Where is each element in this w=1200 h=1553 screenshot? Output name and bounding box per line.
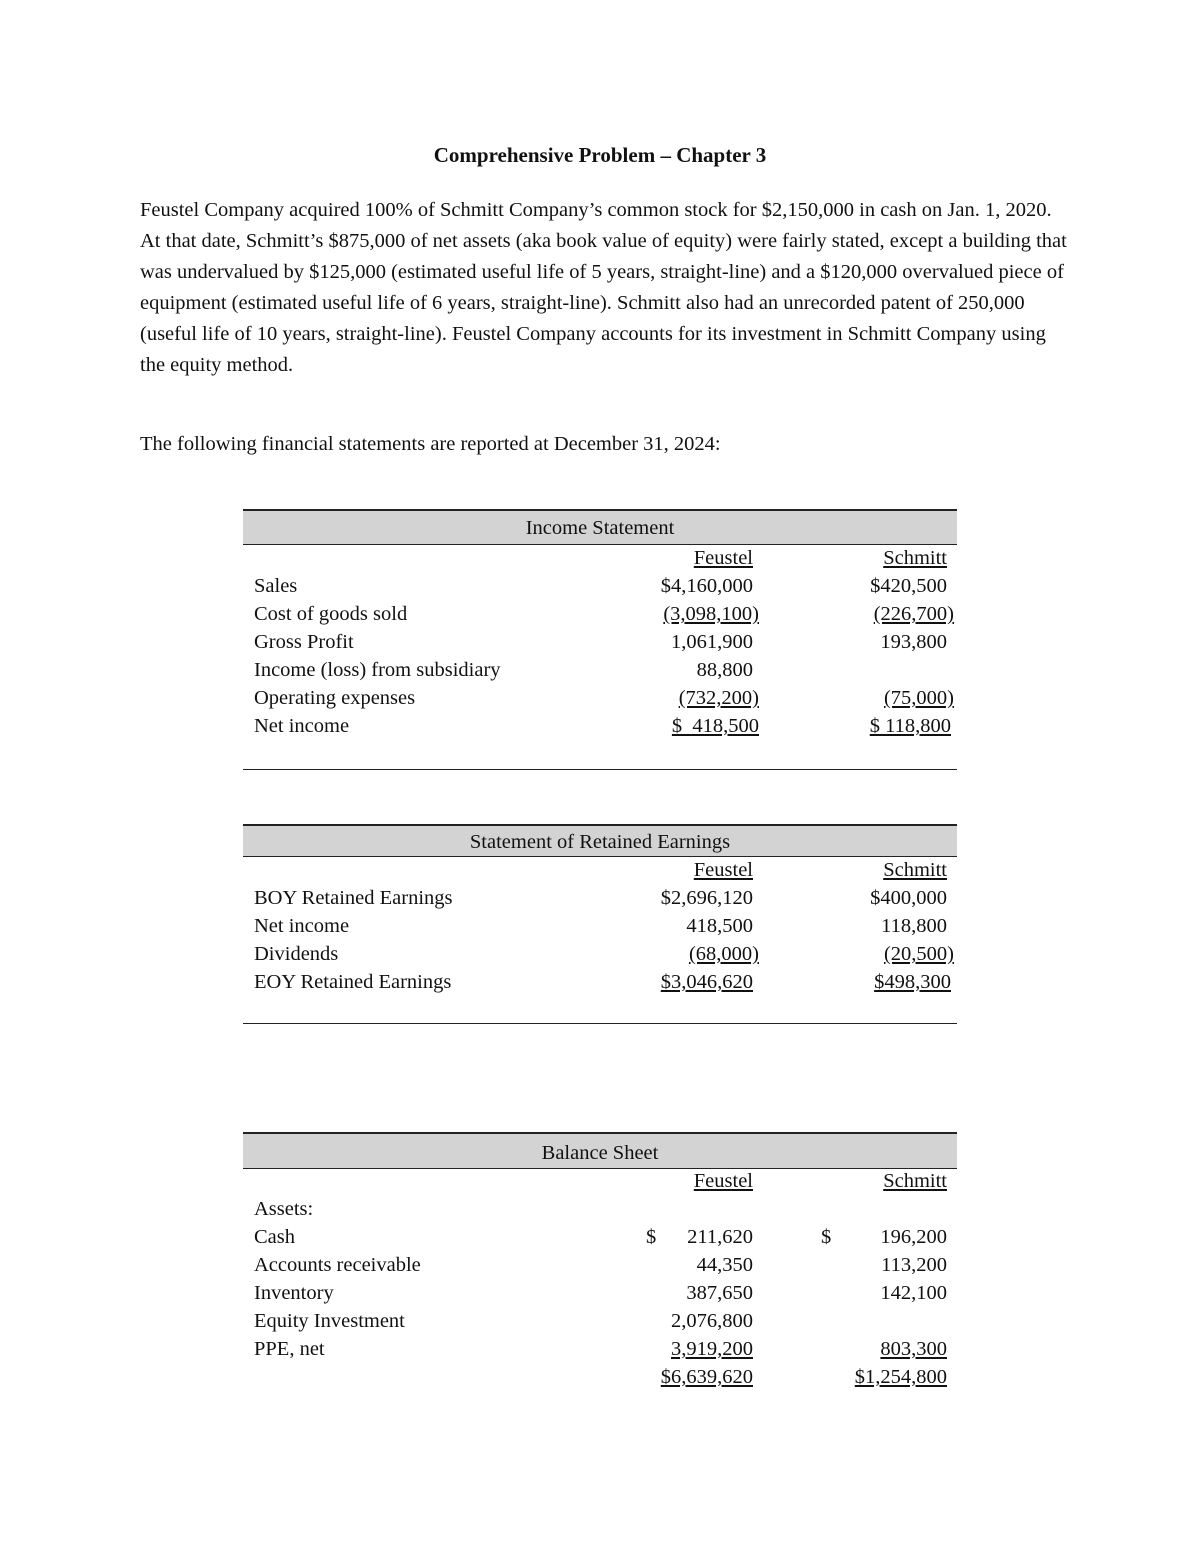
schmitt-value: 118,800	[881, 915, 947, 937]
schmitt-value: $ 118,800	[869, 715, 951, 737]
feustel-value: $4,160,000	[660, 575, 753, 597]
feustel-value: $3,046,620	[660, 971, 753, 993]
row-label: BOY Retained Earnings	[254, 887, 453, 909]
bottom-rule	[243, 1023, 957, 1024]
table-row	[243, 631, 957, 659]
schmitt-value: $420,500	[870, 575, 947, 597]
column-header-row	[243, 859, 957, 887]
column-header-schmitt: Schmitt	[883, 547, 947, 569]
row-label: Cash	[254, 1226, 295, 1248]
column-header-schmitt: Schmitt	[883, 1170, 947, 1192]
feustel-value: 387,650	[686, 1282, 753, 1304]
row-label: Accounts receivable	[254, 1254, 421, 1276]
feustel-value: 2,076,800	[671, 1310, 753, 1332]
intro-sentence: The following financial statements are reported at December 31, 2024:	[140, 433, 721, 455]
column-header-feustel: Feustel	[693, 547, 753, 569]
feustel-value: (3,098,100)	[663, 603, 759, 625]
schmitt-value: (226,700)	[873, 603, 954, 625]
row-label: Equity Investment	[254, 1310, 405, 1332]
feustel-value: 44,350	[696, 1254, 753, 1276]
table-row	[243, 887, 957, 915]
table-row	[243, 1282, 957, 1310]
total-row	[243, 1366, 957, 1394]
column-header-feustel: Feustel	[693, 1170, 753, 1192]
table-row	[243, 971, 957, 999]
feustel-value: 88,800	[696, 659, 753, 681]
income-statement-heading: Income Statement	[243, 509, 957, 545]
table-row	[243, 687, 957, 715]
row-label: Net income	[254, 715, 350, 737]
feustel-value: 211,620	[687, 1226, 753, 1248]
retained-earnings-heading: Statement of Retained Earnings	[243, 824, 957, 857]
table-row	[243, 1254, 957, 1282]
feustel-value: $ 418,500	[671, 715, 759, 737]
retained-earnings-statement	[243, 824, 957, 1026]
feustel-value: 3,919,200	[671, 1338, 753, 1360]
row-label: Sales	[254, 575, 298, 597]
column-header-row	[243, 547, 957, 575]
table-row	[243, 915, 957, 943]
feustel-dollar-sign: $	[646, 1226, 657, 1248]
row-label: Inventory	[254, 1282, 334, 1304]
page-title: Comprehensive Problem – Chapter 3	[433, 143, 767, 167]
schmitt-value: (20,500)	[883, 943, 954, 965]
schmitt-value: 113,200	[881, 1254, 947, 1276]
schmitt-value: 803,300	[880, 1338, 947, 1360]
row-label: Income (loss) from subsidiary	[254, 659, 501, 681]
problem-description: Feustel Company acquired 100% of Schmitt Company’s common stock for $2,150,000 in cash on Jan. 1, 2020. At that date, Schmitt’s $875,000 of net assets (aka book value of equity) were fairly stated, except a building that was undervalued by $125,000 (estimated useful life of 5 years, straight-line) and a $120,000 overvalued piece of equipment (estimated useful life of 6 years, straight-line). Schmitt also had an unrecorded patent of 250,000 (useful life of 10 years, straight-line). Feustel Company accounts for its investment in Schmitt Company using the equity method.	[140, 199, 1067, 376]
feustel-value: $2,696,120	[660, 887, 753, 909]
assets-section-label: Assets:	[254, 1198, 314, 1220]
schmitt-value: 196,200	[880, 1226, 947, 1248]
schmitt-value: 142,100	[880, 1282, 947, 1304]
row-label: Gross Profit	[254, 631, 354, 653]
feustel-total: $6,639,620	[660, 1366, 753, 1388]
schmitt-value: 193,800	[880, 631, 947, 653]
table-row	[243, 943, 957, 971]
bottom-rule	[243, 769, 957, 770]
row-label: Operating expenses	[254, 687, 416, 709]
row-label: EOY Retained Earnings	[254, 971, 452, 993]
table-row	[243, 1226, 957, 1254]
schmitt-value: $498,300	[874, 971, 951, 993]
table-row	[243, 659, 957, 687]
table-row	[243, 1310, 957, 1338]
column-header-feustel: Feustel	[693, 859, 753, 881]
feustel-value: (732,200)	[678, 687, 759, 709]
table-row	[243, 1338, 957, 1366]
row-label: Cost of goods sold	[254, 603, 408, 625]
row-label: Dividends	[254, 943, 339, 965]
feustel-value: 1,061,900	[671, 631, 753, 653]
table-row	[243, 575, 957, 603]
income-statement	[243, 509, 957, 771]
balance-sheet-heading: Balance Sheet	[243, 1132, 957, 1169]
schmitt-total: $1,254,800	[854, 1366, 947, 1388]
section-label-row	[243, 1198, 957, 1226]
balance-sheet	[243, 1132, 957, 1402]
table-row	[243, 715, 957, 743]
row-label: Net income	[254, 915, 350, 937]
feustel-value: (68,000)	[688, 943, 759, 965]
feustel-value: 418,500	[686, 915, 753, 937]
schmitt-value: $400,000	[870, 887, 947, 909]
schmitt-value: (75,000)	[883, 687, 954, 709]
column-header-schmitt: Schmitt	[883, 859, 947, 881]
row-label: PPE, net	[254, 1338, 325, 1360]
table-row	[243, 603, 957, 631]
column-header-row	[243, 1170, 957, 1198]
schmitt-dollar-sign: $	[821, 1226, 832, 1248]
